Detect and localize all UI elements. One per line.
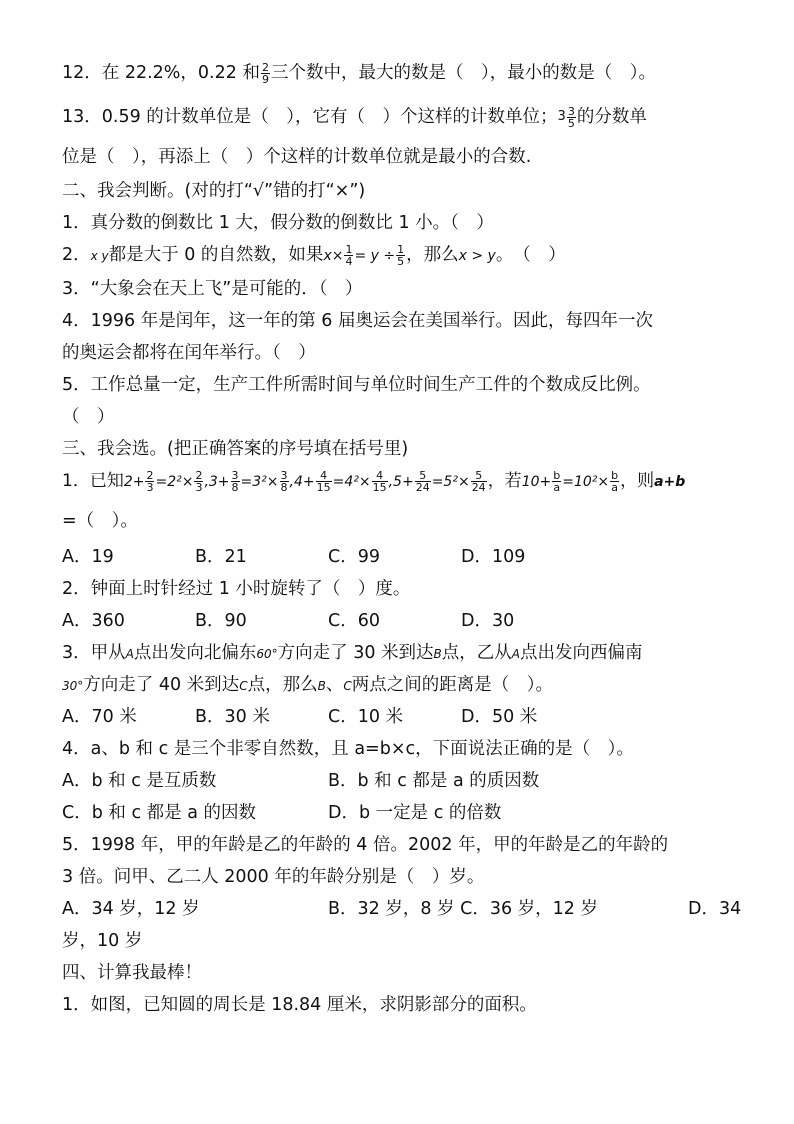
option-a: A．b 和 c 是互质数 bbox=[62, 771, 217, 791]
choice-4-options-ab bbox=[62, 766, 539, 796]
choice-2-options bbox=[62, 606, 514, 636]
judge-4: 4．1996 年是闰年，这一年的第 6 届奥运会在美国举行。因此，每四年一次 bbox=[62, 311, 653, 331]
option-a: A．19 bbox=[62, 547, 114, 567]
choice-3-options bbox=[62, 702, 537, 732]
option-bc: B．32 岁，8 岁 C．36 岁，12 岁 bbox=[328, 899, 598, 919]
option-a: A．70 米 bbox=[62, 707, 137, 727]
option-d: D．b 一定是 c 的倍数 bbox=[328, 803, 502, 823]
choice-3-cont: 30°方向走了 40 米到达C点，那么B、C两点之间的距离是（ ）。 bbox=[62, 675, 553, 695]
fraction-2-9: $\frac{2}{9}$ bbox=[261, 60, 269, 86]
option-a: A．34 岁，12 岁 bbox=[62, 899, 200, 919]
choice-1: 1．已知2+ $\frac{2}{3}$ =2²× $\frac{2}{3}$ ,3+ $\frac{3}{8}$ =3²× $\frac{3}{8}$ ,4+ $\frac{4}{15}$ =4²× $\frac{4}{15}$ ,5+ $\frac{5}{24}$ =5²× $\frac{5}{24}$ ，若10+ $\frac{b}{a}$ =10²× $\frac{b}{a}$ ，则a+b bbox=[62, 468, 686, 494]
choice-1-cont: =（ ）。 bbox=[62, 511, 138, 531]
judge-4-cont: 的奥运会都将在闰年举行。（ ） bbox=[62, 343, 316, 363]
choice-1-options bbox=[62, 542, 525, 572]
fraction-3-5: $\frac{3}{5}$ bbox=[567, 104, 575, 130]
option-a: A．360 bbox=[62, 611, 125, 631]
option-d: D．30 bbox=[461, 611, 515, 631]
choice-3: 3．甲从A点出发向北偏东60°方向走了 30 米到达B点，乙从A点出发向西偏南 bbox=[62, 643, 643, 663]
question-12: 12．在 22.2%，0.22 和 $\frac{2}{9}$ 三个数中，最大的数是（ ），最小的数是（ ）。 bbox=[62, 60, 656, 86]
option-d: D．34 bbox=[688, 899, 742, 919]
judge-3: 3．“大象会在天上飞”是可能的．（ ） bbox=[62, 279, 363, 299]
option-d: D．109 bbox=[461, 547, 526, 567]
option-b: B．90 bbox=[195, 611, 247, 631]
option-b: B．21 bbox=[195, 547, 247, 567]
option-b: B．b 和 c 都是 a 的质因数 bbox=[328, 771, 540, 791]
option-c: C．b 和 c 都是 a 的因数 bbox=[62, 803, 256, 823]
option-d: D．50 米 bbox=[461, 707, 538, 727]
option-b: B．30 米 bbox=[195, 707, 270, 727]
choice-4-options-cd bbox=[62, 798, 501, 828]
choice-5-options-cont: 岁，10 岁 bbox=[62, 931, 143, 951]
option-c: C．10 米 bbox=[328, 707, 404, 727]
judge-5-cont: （ ） bbox=[62, 407, 115, 427]
judge-2: 2．x y都是大于 0 的自然数，如果x× $\frac{1}{4}$ = y ÷ $\frac{1}{5}$ ，那么x > y。 （ ） bbox=[62, 242, 566, 268]
section-4-heading: 四、计算我最棒！ bbox=[62, 963, 202, 983]
question-13: 13．0.59 的计数单位是（ ），它有（ ）个这样的计数单位；3 $\frac{3}{5}$ 的分数单 bbox=[62, 104, 647, 130]
choice-5-cont: 3 倍。问甲、乙二人 2000 年的年龄分别是（ ）岁。 bbox=[62, 867, 485, 887]
choice-2: 2．钟面上时针经过 1 小时旋转了（ ）度。 bbox=[62, 579, 411, 599]
judge-5: 5．工作总量一定，生产工件所需时间与单位时间生产工件的个数成反比例。 bbox=[62, 375, 651, 395]
choice-5-options bbox=[62, 894, 741, 924]
choice-5: 5．1998 年，甲的年龄是乙的年龄的 4 倍。2002 年，甲的年龄是乙的年龄的 bbox=[62, 835, 669, 855]
section-2-heading: 二、我会判断。(对的打“√”错的打“×”) bbox=[62, 181, 366, 201]
judge-1: 1．真分数的倒数比 1 大，假分数的倒数比 1 小。（ ） bbox=[62, 213, 494, 233]
option-c: C．99 bbox=[328, 547, 380, 567]
option-c: C．60 bbox=[328, 611, 380, 631]
calc-1: 1．如图，已知圆的周长是 18.84 厘米，求阴影部分的面积。 bbox=[62, 995, 537, 1015]
section-3-heading: 三、我会选。(把正确答案的序号填在括号里) bbox=[62, 439, 409, 459]
choice-4: 4．a、b 和 c 是三个非零自然数，且 a=b×c，下面说法正确的是（ ）。 bbox=[62, 739, 634, 759]
question-13-cont: 位是（ ），再添上（ ）个这样的计数单位就是最小的合数. bbox=[62, 147, 532, 167]
